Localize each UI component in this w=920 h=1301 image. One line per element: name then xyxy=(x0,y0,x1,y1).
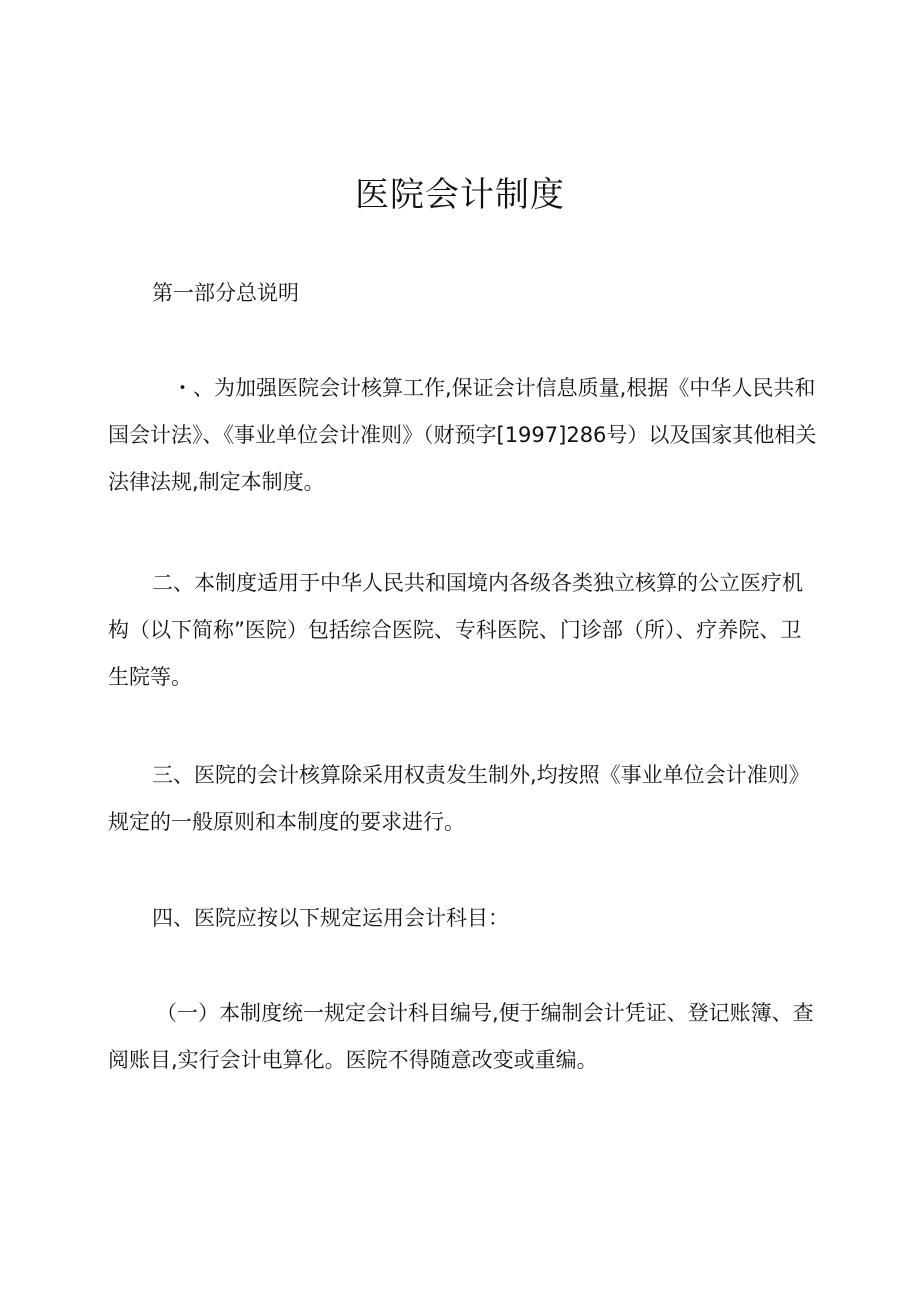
paragraph-5: （一）本制度统一规定会计科目编号,便于编制会计凭证、登记账簿、查阅账目,实行会计电算化。医院不得随意改变或重编。 xyxy=(108,1001,814,1072)
paragraph-2: 二、本制度适用于中华人民共和国境内各级各类独立核算的公立医疗机构（以下简称”医院）包括综合医院、专科医院、门诊部（所）、疗养院、卫生院等。 xyxy=(108,571,803,689)
document-title: 医院会计制度 xyxy=(355,175,565,215)
paragraph-1: ・、为加强医院会计核算工作,保证会计信息质量,根据《中华人民共和国会计法》、《事业单位会计准则》（财预字[1997]286号）以及国家其他相关法律法规,制定本制度。 xyxy=(108,376,817,494)
part-heading: 第一部分总说明 xyxy=(152,281,299,305)
paragraph-4: 四、医院应按以下规定运用会计科目： xyxy=(152,906,509,930)
paragraph-3: 三、医院的会计核算除采用权责发生制外,均按照《事业单位会计准则》规定的一般原则和本制度的要求进行。 xyxy=(108,763,810,834)
